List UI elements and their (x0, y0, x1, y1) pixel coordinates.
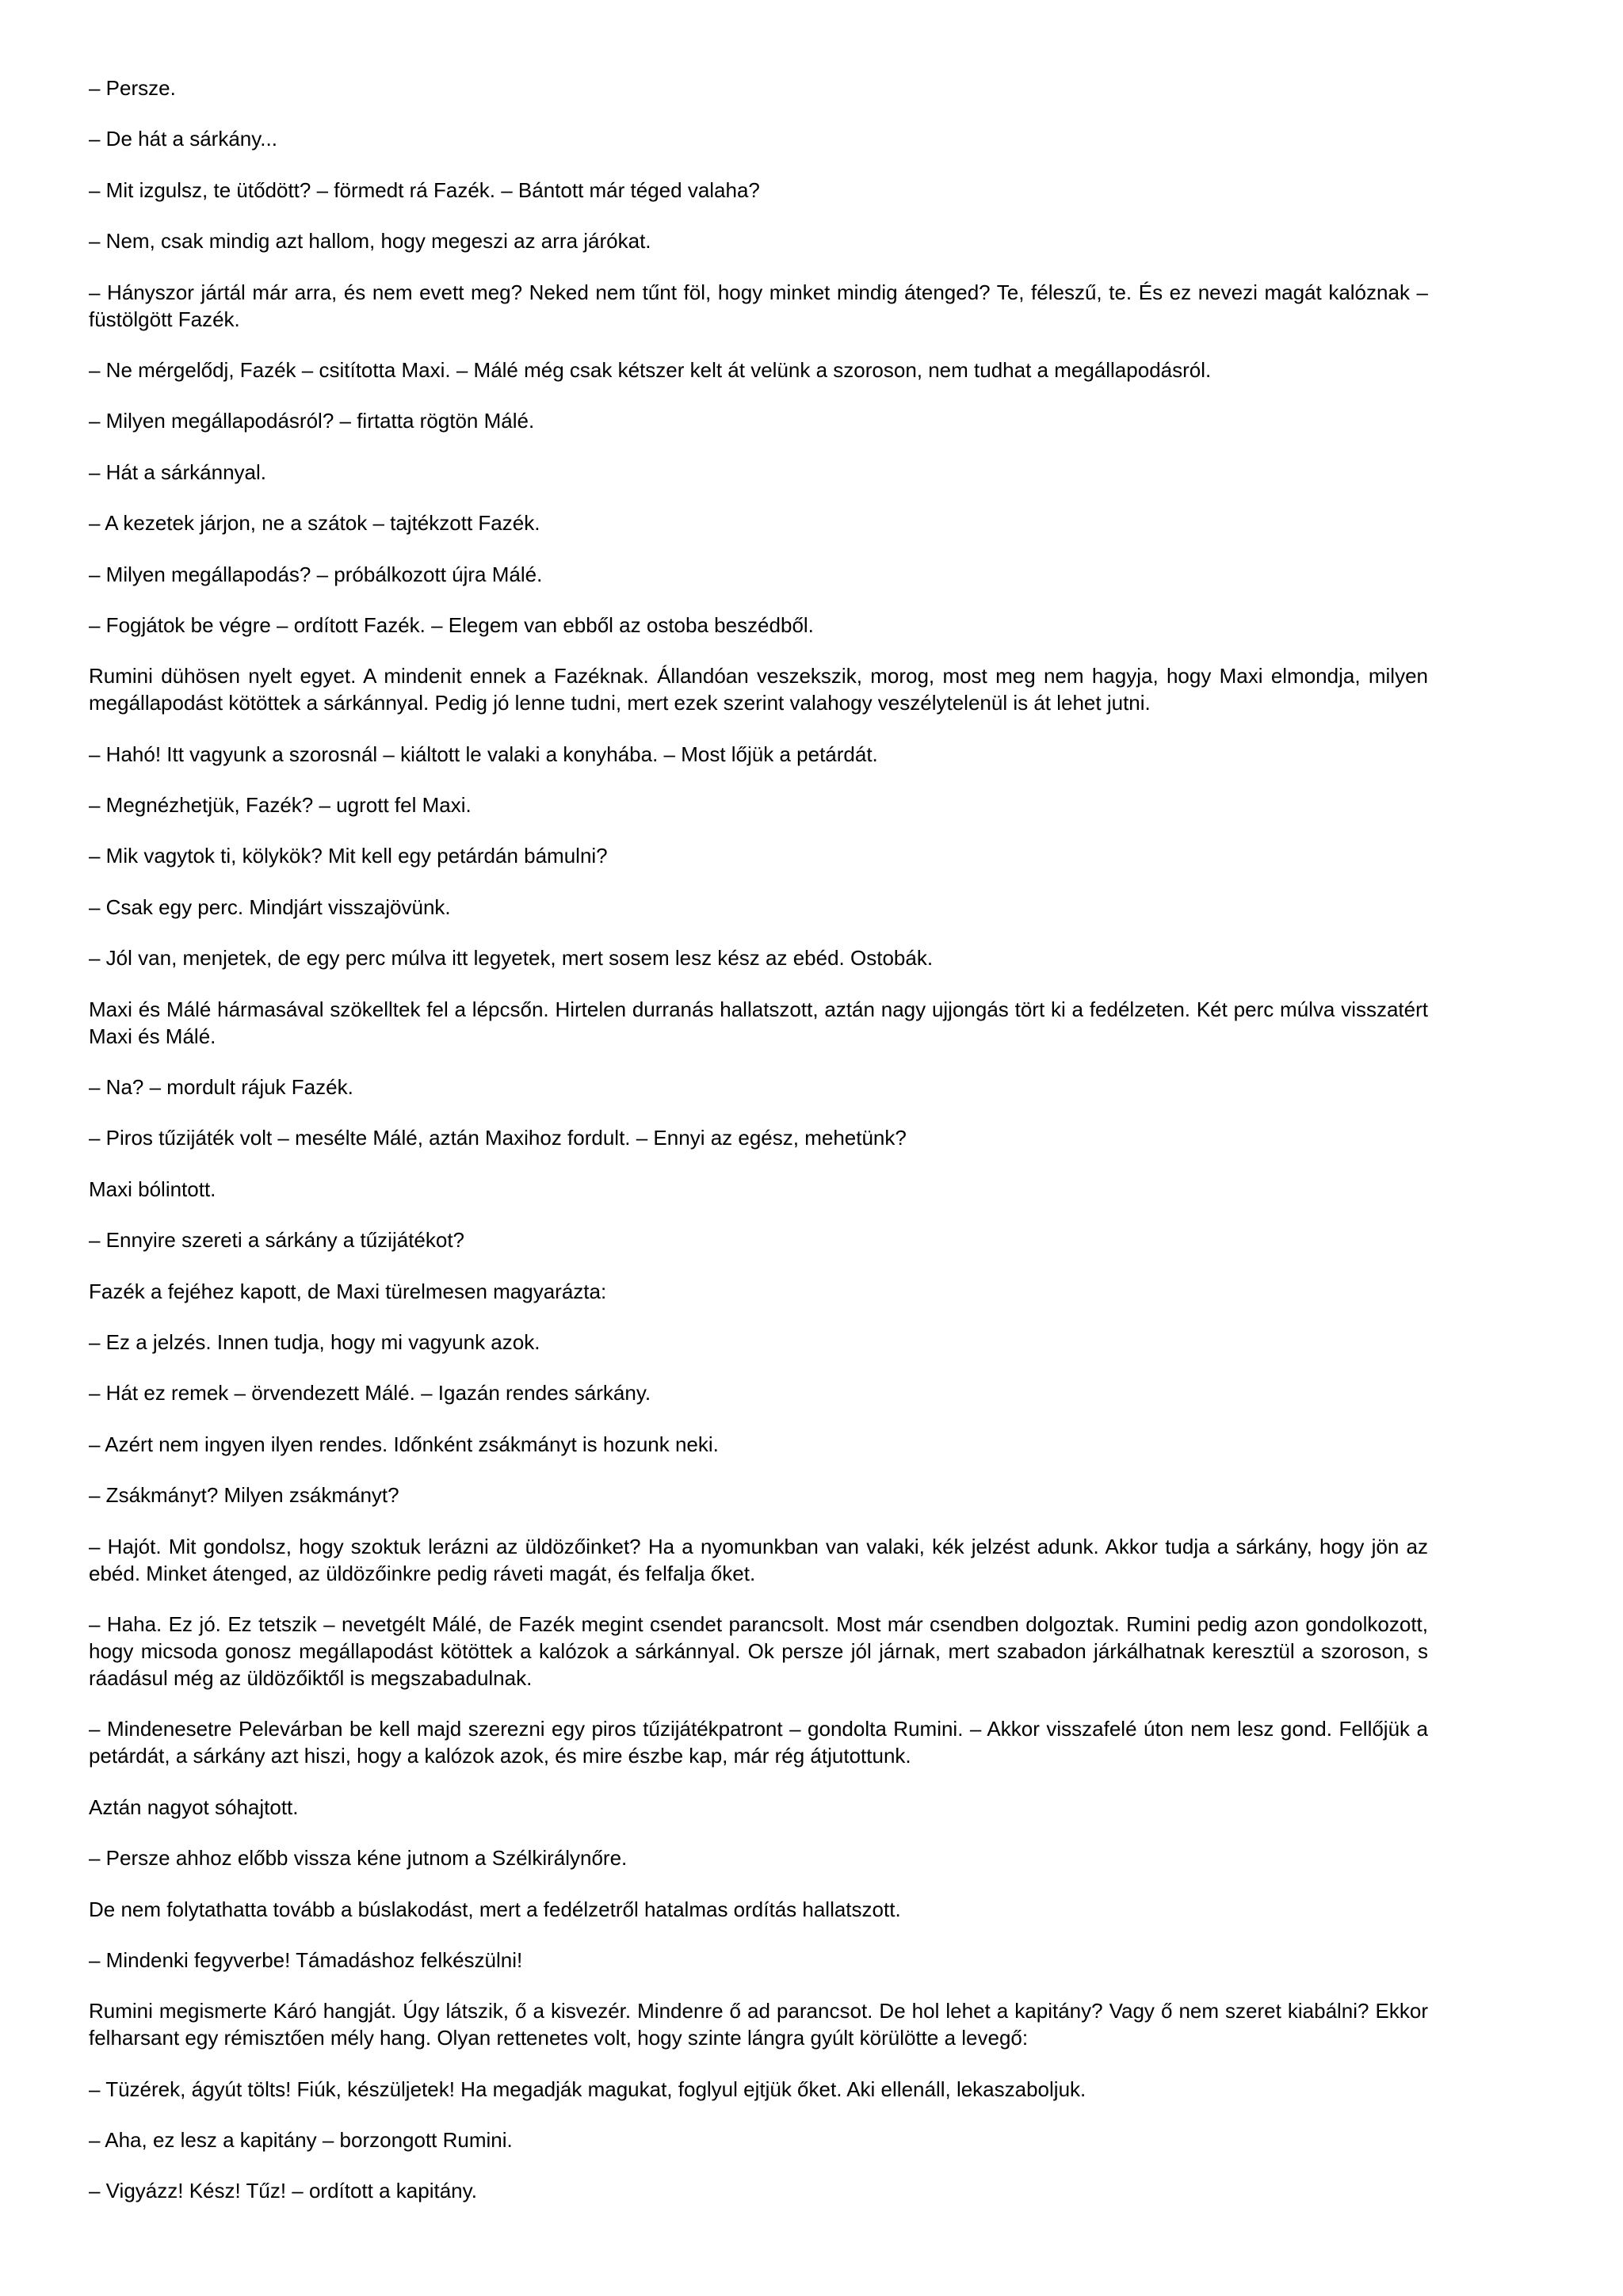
paragraph: Aztán nagyot sóhajtott. (89, 1794, 299, 1819)
paragraph: – Vigyázz! Kész! Tűz! – ordított a kapitány. (89, 2179, 477, 2203)
paragraph: – Hát ez remek – örvendezett Málé. – Igazán rendes sárkány. (89, 1381, 651, 1405)
paragraph: – Aha, ez lesz a kapitány – borzongott Rumini. (89, 2128, 513, 2153)
paragraph: – Piros tűzijáték volt – mesélte Málé, aztán Maxihoz fordult. – Ennyi az egész, mehetünk? (89, 1126, 907, 1150)
paragraph: – Ennyire szereti a sárkány a tűzijátékot? (89, 1228, 465, 1253)
paragraph: – Azért nem ingyen ilyen rendes. Időnként zsákmányt is hozunk neki. (89, 1432, 719, 1456)
paragraph: – Jól van, menjetek, de egy perc múlva itt legyetek, mert sosem lesz kész az ebéd. Ostobák. (89, 946, 934, 971)
paragraph: De nem folytathatta tovább a búslakodást, mert a fedélzetről hatalmas ordítás hallatszott. (89, 1897, 901, 1921)
paragraph: Fazék a fejéhez kapott, de Maxi türelmesen magyarázta: (89, 1279, 607, 1303)
paragraph: – Mik vagytok ti, kölykök? Mit kell egy petárdán bámulni? (89, 844, 608, 868)
paragraph: – Persze ahhoz előbb vissza kéne jutnom a Szélkirálynőre. (89, 1846, 628, 1871)
paragraph: – De hát a sárkány... (89, 127, 277, 151)
document-page (89, 74, 1428, 2229)
paragraph: – Persze. (89, 76, 176, 100)
paragraph: – Hát a sárkánnyal. (89, 460, 267, 484)
paragraph: – Ne mérgelődj, Fazék – csitította Maxi. – Málé még csak kétszer kelt át velünk a szoroson, nem tudhat a megállapodásról. (89, 357, 1212, 382)
paragraph: – Tüzérek, ágyút tölts! Fiúk, készüljetek! Ha megadják magukat, foglyul ejtjük őket. Aki ellenáll, lekaszaboljuk. (89, 2077, 1086, 2101)
paragraph: – Megnézhetjük, Fazék? – ugrott fel Maxi. (89, 793, 472, 818)
paragraph: – Hajót. Mit gondolsz, hogy szoktuk lerázni az üldözőinket? Ha a nyomunkban van valaki, kék jelzést adunk. Akkor tudja a sárkány, hogy jön az ebéd. Minket átenged, az üldözőinkre pedig ráveti magát, és felfalja őket. (89, 1534, 1428, 1585)
paragraph: Rumini dühösen nyelt egyet. A mindenit ennek a Fazéknak. Állandóan veszekszik, morog, most meg nem hagyja, hogy Maxi elmondja, milyen megállapodást kötöttek a sárkánnyal. Pedig jó lenne tudni, mert ezek szerint valahogy veszélytelenül is át lehet jutni. (89, 664, 1428, 715)
paragraph: – Ez a jelzés. Innen tudja, hogy mi vagyunk azok. (89, 1329, 540, 1354)
paragraph: – Nem, csak mindig azt hallom, hogy megeszi az arra járókat. (89, 229, 651, 254)
paragraph: – Haha. Ez jó. Ez tetszik – nevetgélt Málé, de Fazék megint csendet parancsolt. Most már csendben dolgoztak. Rumini pedig azon gondolkozott, hogy micsoda gonosz megállapodást kötöttek a kalózok a sárkánnyal. Ok persze jól járnak, mert szabadon járkálhatnak keresztül a szoroson, s ráadásul még az üldözőiktől is megszabadulnak. (89, 1611, 1428, 1690)
paragraph: – Hahó! Itt vagyunk a szorosnál – kiáltott le valaki a konyhába. – Most lőjük a petárdát. (89, 742, 878, 766)
paragraph: – Mit izgulsz, te ütődött? – förmedt rá Fazék. – Bántott már téged valaha? (89, 177, 760, 202)
paragraph: – Milyen megállapodás? – próbálkozott újra Málé. (89, 562, 543, 586)
paragraph: – A kezetek járjon, ne a szátok – tajtékzott Fazék. (89, 511, 540, 536)
paragraph: – Zsákmányt? Milyen zsákmányt? (89, 1483, 399, 1508)
paragraph: – Fogjátok be végre – ordított Fazék. – Elegem van ebből az ostoba beszédből. (89, 612, 814, 637)
paragraph: Maxi és Málé hármasával szökelltek fel a lépcsőn. Hirtelen durranás hallatszott, aztán nagy ujjongás tört ki a fedélzeten. Két perc múlva visszatért Maxi és Málé. (89, 997, 1428, 1048)
paragraph: Maxi bólintott. (89, 1177, 216, 1201)
paragraph: – Csak egy perc. Mindjárt visszajövünk. (89, 894, 451, 919)
paragraph: – Milyen megállapodásról? – firtatta rögtön Málé. (89, 409, 535, 433)
paragraph: – Na? – mordult rájuk Fazék. (89, 1075, 353, 1100)
paragraph: – Hányszor jártál már arra, és nem evett meg? Neked nem tűnt föl, hogy minket mindig átenged? Te, féleszű, te. És ez nevezi magát kalóznak – füstölgött Fazék. (89, 280, 1428, 331)
paragraph: Rumini megismerte Káró hangját. Úgy látszik, ő a kisvezér. Mindenre ő ad parancsot. De hol lehet a kapitány? Vagy ő nem szeret kiabálni? Ekkor felharsant egy rémisztően mély hang. Olyan rettenetes volt, hogy szinte lángra gyúlt körülötte a levegő: (89, 1999, 1428, 2050)
paragraph: – Mindenesetre Pelevárban be kell majd szerezni egy piros tűzijátékpatront – gondolta Rumini. – Akkor visszafelé úton nem lesz gond. Fellőjük a petárdát, a sárkány azt hiszi, hogy a kalózok azok, és mire észbe kap, már rég átjutottunk. (89, 1717, 1428, 1768)
paragraph: – Mindenki fegyverbe! Támadáshoz felkészülni! (89, 1947, 523, 1972)
